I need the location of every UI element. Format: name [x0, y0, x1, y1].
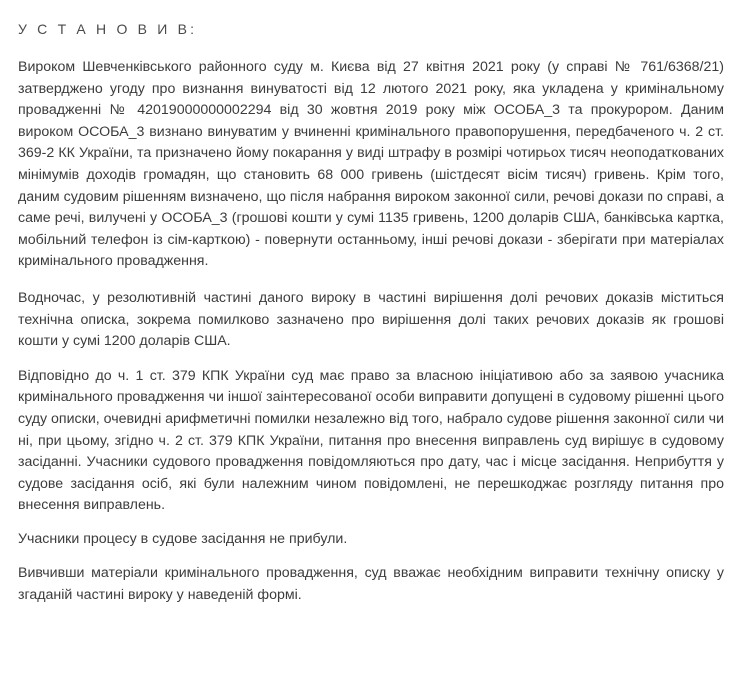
paragraph-attendance: Учасники процесу в судове засідання не прибули.	[18, 530, 348, 547]
document-body	[18, 20, 724, 619]
paragraph-legal-basis: Відповідно до ч. 1 ст. 379 КПК України суд має право за власною ініціативою або за заявою учасника кримінального провадження чи іншої заінтересованої особи виправити допущені в судовому рішенні цього суду описки, очевидні арифметичні помилки незалежно від того, набрало судове рішення законної сили чи ні, при цьому, згідно ч. 2 ст. 379 КПК України, питання про внесення виправлень суд вирішує в судовому засіданні. Учасники судового провадження повідомляються про дату, час і місце засідання. Неприбуття у судове засідання осіб, які були належним чином повідомлені, не перешкоджає розгляду питання про внесення виправлень.	[18, 367, 724, 514]
section-heading: У С Т А Н О В И В:	[18, 21, 198, 37]
paragraph-technical-error: Водночас, у резолютивній частині даного вироку в частині вирішення долі речових доказів міститься технічна описка, зокрема помилково зазначено про вирішення долі таких речових доказів як грошові кошти у сумі 1200 доларів США.	[18, 289, 724, 350]
paragraph-verdict: Вироком Шевченківського районного суду м. Києва від 27 квітня 2021 року (у справі № 761/6368/21) затверджено угоду про визнання винуватості від 12 лютого 2021 року, яка укладена у кримінальному провадженні № 42019000000002294 від 30 жовтня 2019 року між ОСОБА_3 та прокурором. Даним вироком ОСОБА_3 визнано винуватим у вчиненні кримінального правопорушення, передбаченого ч. 2 ст. 369-2 КК України, та призначено йому покарання у виді штрафу в розмірі чотирьох тисяч неоподаткованих мінімумів доходів громадян, що становить 68 000 гривень (шістдесят вісім тисяч) гривень. Крім того, даним судовим рішенням визначено, що після набрання вироком законної сили, речові докази по справі, а саме речі, вилучені у ОСОБА_3 (грошові кошти у сумі 1135 гривень, 1200 доларів США, банківська картка, мобільний телефон із сім-карткою) - повернути останньому, інші речові докази - зберігати при матеріалах кримінального провадження.	[18, 59, 724, 270]
paragraph-conclusion: Вивчивши матеріали кримінального провадження, суд вважає необхідним виправити технічну описку у згаданій частині вироку у наведеній формі.	[18, 565, 724, 604]
